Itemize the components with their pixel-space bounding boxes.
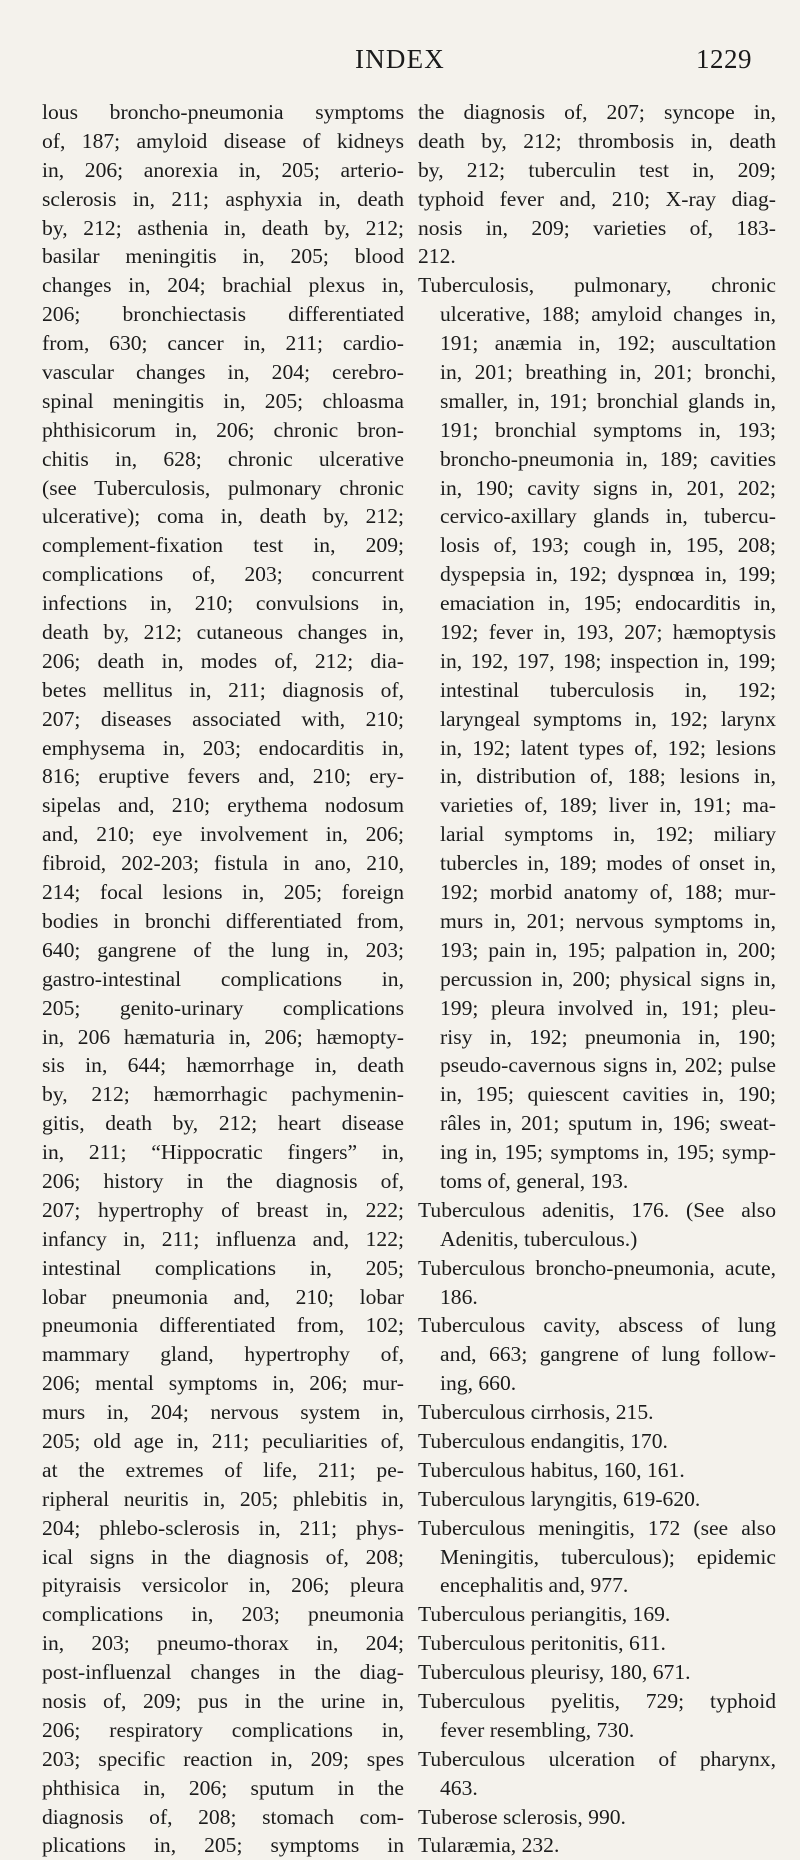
index-line: diagnosis of, 208; stomach com- [42, 1804, 404, 1829]
index-line: complications in, 203; pneumonia [42, 1602, 404, 1627]
index-line: fever resembling, 730. [440, 1717, 635, 1742]
index-line: 199; pleura involved in, 191; pleu- [440, 995, 776, 1020]
index-column-right [418, 98, 776, 1860]
index-line: in, distribution of, 188; lesions in, [440, 764, 776, 789]
index-line: in, 203; pneumo-thorax in, 204; [42, 1631, 404, 1656]
index-line: cervico-axillary glands in, tubercu- [440, 504, 776, 529]
index-line: in, 206 hæmaturia in, 206; hæmopty- [42, 1024, 404, 1049]
index-line: sclerosis in, 211; asphyxia in, death [42, 186, 404, 211]
index-line: 203; specific reaction in, 209; spes [42, 1746, 404, 1771]
index-line: 193; pain in, 195; palpation in, 200; [440, 937, 776, 962]
index-entry-heading: Tularæmia, 232. [418, 1833, 560, 1858]
index-entry-heading: Tuberculous endangitis, 170. [418, 1428, 668, 1453]
index-line: 206; respiratory complications in, [42, 1717, 404, 1742]
index-entry-heading: Tuberculous ulceration of pharynx, [418, 1746, 776, 1771]
index-line: dyspepsia in, 192; dyspnœa in, 199; [440, 562, 776, 587]
index-line: from, 630; cancer in, 211; cardio- [42, 331, 404, 356]
index-entry-heading: Tuberculous laryngitis, 619-620. [418, 1486, 701, 1511]
index-line: larial symptoms in, 192; miliary [440, 822, 776, 847]
index-line: and, 663; gangrene of lung follow- [440, 1342, 776, 1367]
index-line: toms of, general, 193. [440, 1168, 629, 1193]
index-line: varieties of, 189; liver in, 191; ma- [440, 793, 776, 818]
index-line: in, 201; breathing in, 201; bronchi, [440, 360, 776, 385]
index-line: typhoid fever and, 210; X-ray diag- [418, 186, 776, 211]
index-line: sipelas and, 210; erythema nodosum [42, 793, 404, 818]
page-header [0, 44, 800, 84]
index-line: the diagnosis of, 207; syncope in, [418, 100, 776, 124]
index-line: 206; death in, modes of, 212; dia- [42, 648, 404, 673]
index-line: ical signs in the diagnosis of, 208; [42, 1544, 404, 1569]
index-entry-heading: Tuberose sclerosis, 990. [418, 1804, 626, 1829]
index-entry-heading: Tuberculous periangitis, 169. [418, 1602, 671, 1627]
index-line: lous broncho-pneumonia symptoms [42, 100, 404, 124]
index-line: infancy in, 211; influenza and, 122; [42, 1226, 404, 1251]
index-entry-heading: Tuberculous broncho-pneumonia, acute, [418, 1255, 776, 1280]
index-line: 212. [418, 244, 456, 269]
index-line: 205; old age in, 211; peculiarities of, [42, 1428, 404, 1453]
index-entry-heading: Tuberculosis, pulmonary, chronic [418, 273, 776, 298]
index-line: nosis in, 209; varieties of, 183- [418, 215, 776, 240]
index-entry-heading: Tuberculous pyelitis, 729; typhoid [418, 1688, 776, 1713]
index-line: intestinal tuberculosis in, 192; [440, 677, 776, 702]
page-number: 1229 [696, 44, 752, 74]
index-line: ing, 660. [440, 1371, 517, 1396]
index-line: 205; genito-urinary complications [42, 995, 404, 1020]
index-entry-heading: Tuberculous cavity, abscess of lung [418, 1313, 776, 1338]
index-line: by, 212; asthenia in, death by, 212; [42, 215, 404, 240]
index-line: 192; fever in, 193, 207; hæmoptysis [440, 620, 776, 645]
index-line: 206; mental symptoms in, 206; mur- [42, 1371, 404, 1396]
index-line: 207; diseases associated with, 210; [42, 706, 404, 731]
index-line: broncho-pneumonia in, 189; cavities [440, 446, 776, 471]
index-line: betes mellitus in, 211; diagnosis of, [42, 677, 404, 702]
index-line: 640; gangrene of the lung in, 203; [42, 937, 404, 962]
index-line: 191; anæmia in, 192; auscultation [440, 331, 776, 356]
index-line: in, 192; latent types of, 192; lesions [440, 735, 776, 760]
index-line: emphysema in, 203; endocarditis in, [42, 735, 404, 760]
index-line: fibroid, 202-203; fistula in ano, 210, [42, 851, 404, 876]
index-entry-heading: Tuberculous cirrhosis, 215. [418, 1400, 654, 1425]
index-line: 186. [440, 1284, 478, 1309]
index-line: in, 190; cavity signs in, 201, 202; [440, 475, 776, 500]
index-line: ulcerative, 188; amyloid changes in, [440, 302, 776, 327]
index-line: 463. [440, 1775, 478, 1800]
index-line: 204; phlebo-sclerosis in, 211; phys- [42, 1515, 404, 1540]
index-line: murs in, 204; nervous system in, [42, 1400, 404, 1425]
index-line: râles in, 201; sputum in, 196; sweat- [440, 1111, 776, 1136]
index-entry-heading: Tuberculous habitus, 160, 161. [418, 1457, 685, 1482]
index-entry-heading: Tuberculous meningitis, 172 (see also [418, 1515, 776, 1540]
index-line: at the extremes of life, 211; pe- [42, 1457, 404, 1482]
index-entry-heading: Tuberculous pleurisy, 180, 671. [418, 1660, 691, 1685]
index-line: 206; history in the diagnosis of, [42, 1168, 404, 1193]
index-line: by, 212; tuberculin test in, 209; [418, 157, 776, 182]
index-line: and, 210; eye involvement in, 206; [42, 822, 404, 847]
index-line: risy in, 192; pneumonia in, 190; [440, 1024, 776, 1049]
index-line: 191; bronchial symptoms in, 193; [440, 417, 776, 442]
index-line: pneumonia differentiated from, 102; [42, 1313, 404, 1338]
index-line: encephalitis and, 977. [440, 1573, 629, 1598]
index-line: Meningitis, tuberculous); epidemic [440, 1544, 776, 1569]
index-line: gastro-intestinal complications in, [42, 966, 404, 991]
index-line: in, 192, 197, 198; inspection in, 199; [440, 648, 776, 673]
index-line: murs in, 201; nervous symptoms in, [440, 908, 776, 933]
index-line: smaller, in, 191; bronchial glands in, [440, 388, 776, 413]
index-line: in, 211; “Hippocratic fingers” in, [42, 1140, 404, 1165]
index-line: 214; focal lesions in, 205; foreign [42, 880, 404, 905]
index-line: death by, 212; cutaneous changes in, [42, 620, 404, 645]
index-line: pityraisis versicolor in, 206; pleura [42, 1573, 404, 1598]
index-line: changes in, 204; brachial plexus in, [42, 273, 404, 298]
index-line: losis of, 193; cough in, 195, 208; [440, 533, 776, 558]
index-line: chitis in, 628; chronic ulcerative [42, 446, 404, 471]
index-line: mammary gland, hypertrophy of, [42, 1342, 404, 1367]
index-line: death by, 212; thrombosis in, death [418, 128, 776, 153]
index-line: phthisicorum in, 206; chronic bron- [42, 417, 404, 442]
index-line: complement-fixation test in, 209; [42, 533, 404, 558]
index-entry-heading: Tuberculous adenitis, 176. (See also [418, 1197, 776, 1222]
index-line: of, 187; amyloid disease of kidneys [42, 128, 404, 153]
index-line: nosis of, 209; pus in the urine in, [42, 1688, 404, 1713]
index-line: by, 212; hæmorrhagic pachymenin- [42, 1082, 404, 1107]
index-line: 207; hypertrophy of breast in, 222; [42, 1197, 404, 1222]
index-line: tubercles in, 189; modes of onset in, [440, 851, 776, 876]
index-line: 816; eruptive fevers and, 210; ery- [42, 764, 404, 789]
index-line: ulcerative); coma in, death by, 212; [42, 504, 404, 529]
index-line: sis in, 644; hæmorrhage in, death [42, 1053, 404, 1078]
index-line: 192; morbid anatomy of, 188; mur- [440, 880, 776, 905]
column-gutter [398, 100, 399, 1260]
index-line: basilar meningitis in, 205; blood [42, 244, 404, 269]
index-line: emaciation in, 195; endocarditis in, [440, 591, 776, 616]
index-line: in, 195; quiescent cavities in, 190; [440, 1082, 776, 1107]
index-line: plications in, 205; symptoms in [42, 1833, 404, 1858]
index-line: infections in, 210; convulsions in, [42, 591, 404, 616]
index-line: lobar pneumonia and, 210; lobar [42, 1284, 404, 1309]
index-line: (see Tuberculosis, pulmonary chronic [42, 475, 404, 500]
index-line: phthisica in, 206; sputum in the [42, 1775, 404, 1800]
index-line: pseudo-cavernous signs in, 202; pulse [440, 1053, 776, 1078]
index-line: 206; bronchiectasis differentiated [42, 302, 404, 327]
index-line: vascular changes in, 204; cerebro- [42, 360, 404, 385]
index-line: post-influenzal changes in the diag- [42, 1660, 404, 1685]
index-line: percussion in, 200; physical signs in, [440, 966, 776, 991]
index-line: Adenitis, tuberculous.) [440, 1226, 638, 1251]
index-column-left [42, 98, 404, 1860]
index-line: in, 206; anorexia in, 205; arterio- [42, 157, 404, 182]
index-line: bodies in bronchi differentiated from, [42, 908, 404, 933]
index-line: ripheral neuritis in, 205; phlebitis in, [42, 1486, 404, 1511]
index-line: complications of, 203; concurrent [42, 562, 404, 587]
index-line: intestinal complications in, 205; [42, 1255, 404, 1280]
index-line: laryngeal symptoms in, 192; larynx [440, 706, 776, 731]
index-entry-heading: Tuberculous peritonitis, 611. [418, 1631, 666, 1656]
running-head-title: INDEX [355, 44, 445, 74]
index-line: gitis, death by, 212; heart disease [42, 1111, 404, 1136]
index-line: spinal meningitis in, 205; chloasma [42, 388, 404, 413]
index-line: ing in, 195; symptoms in, 195; symp- [440, 1140, 776, 1165]
